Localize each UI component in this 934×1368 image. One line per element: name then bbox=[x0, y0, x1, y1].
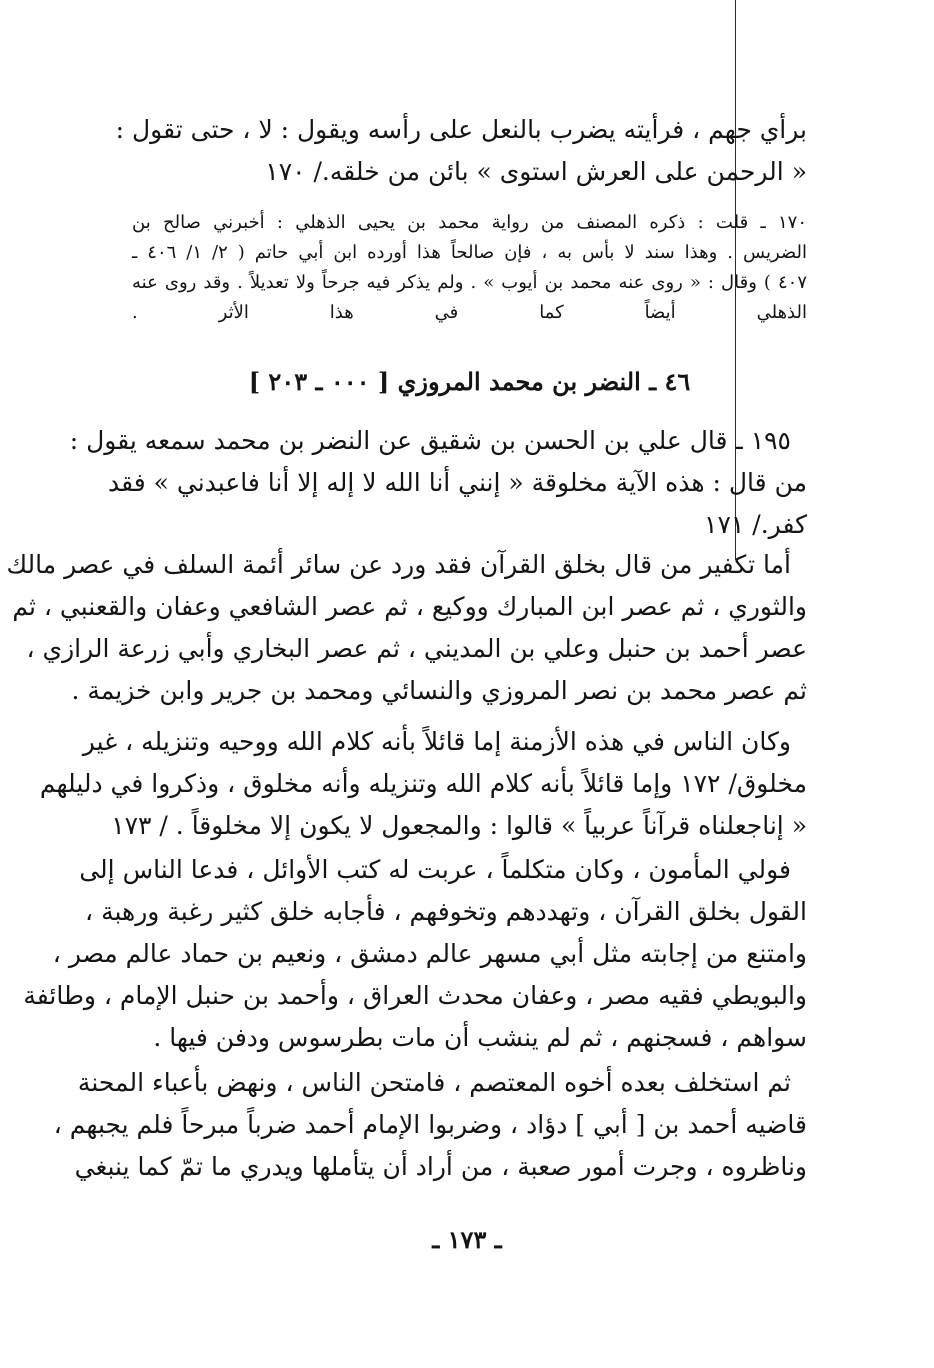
text-line: القول بخلق القرآن ، وتهددهم وتخوفهم ، فأجابه خلق كثير رغبة ورهبة ، bbox=[85, 897, 807, 926]
text-line: فولي المأمون ، وكان متكلماً ، عربت له كتب الأوائل ، فدعا الناس إلى bbox=[79, 855, 791, 884]
text-line: أما تكفير من قال بخلق القرآن فقد ورد عن سائر أئمة السلف في عصر مالك bbox=[6, 550, 791, 579]
paragraph-mutasim bbox=[53, 1064, 807, 1186]
text-line: عصر أحمد بن حنبل وعلي بن المديني ، ثم عصر البخاري وأبي زرعة الرازي ، bbox=[26, 634, 807, 663]
text-line: « إناجعلناه قرآناً عربياً » قالوا : والمجعول لا يكون إلا مخلوقاً . / ١٧٣ bbox=[111, 811, 807, 840]
footnote-170 bbox=[132, 208, 807, 328]
footnote-line: ٤٠٧ ) وقال : « روى عنه محمد بن أيوب » . ولم يذكر فيه جرحاً ولا تعديلاً . وقد روى عنه bbox=[132, 272, 807, 293]
page-number: ـ ١٧٣ ـ bbox=[432, 1225, 502, 1254]
text-line: ثم استخلف بعده أخوه المعتصم ، فامتحن الناس ، ونهض بأعباء المحنة bbox=[77, 1068, 791, 1097]
intro-passage bbox=[115, 111, 807, 191]
text-line: والثوري ، ثم عصر ابن المبارك ووكيع ، ثم عصر الشافعي وعفان والقعنبي ، ثم bbox=[12, 592, 807, 621]
text-line: والبويطي فقيه مصر ، وعفان محدث العراق ، وأحمد بن حنبل الإمام ، وطائفة bbox=[23, 981, 807, 1010]
text-line: من قال : هذه الآية مخلوقة « إنني أنا الله لا إله إلا أنا فاعبدني » فقد bbox=[107, 468, 807, 497]
narration-195 bbox=[69, 422, 807, 544]
text-line: ثم عصر محمد بن نصر المروزي والنسائي ومحمد بن جرير وابن خزيمة . bbox=[71, 676, 807, 705]
paragraph-takfir bbox=[6, 546, 807, 710]
text-line: سواهم ، فسجنهم ، ثم لم ينشب أن مات بطرسوس ودفن فيها . bbox=[153, 1023, 807, 1052]
section-heading: ٤٦ ـ النضر بن محمد المروزي [ ٠٠٠ ـ ٢٠٣ ] bbox=[248, 367, 691, 396]
text-line: كفر./ ١٧١ bbox=[704, 510, 807, 539]
footnote-line: الضريس . وهذا سند لا بأس به ، فإن صالحاً هذا أورده ابن أبي حاتم ( ٢/ ١/ ٤٠٦ ـ bbox=[132, 242, 807, 263]
paragraph-people bbox=[39, 723, 807, 845]
footnote-line: الذهلي أيضاً كما في هذا الأثر . bbox=[132, 302, 807, 323]
text-line: « الرحمن على العرش استوى » بائن من خلقه./ ١٧٠ bbox=[265, 157, 807, 186]
footnote-line: ١٧٠ ـ قلت : ذكره المصنف من رواية محمد بن يحيى الذهلي : أخبرني صالح بن bbox=[132, 212, 807, 233]
text-line: وناظروه ، وجرت أمور صعبة ، من أراد أن يتأملها ويدري ما تمّ كما ينبغي bbox=[74, 1152, 807, 1181]
text-line: وكان الناس في هذه الأزمنة إما قائلاً بأنه كلام الله ووحيه وتنزيله ، غير bbox=[82, 727, 791, 756]
text-line: قاضيه أحمد بن [ أبي ] دؤاد ، وضربوا الإمام أحمد ضرباً مبرحاً فلم يجبهم ، bbox=[53, 1110, 807, 1139]
paragraph-mamun bbox=[23, 851, 807, 1057]
text-line: مخلوق/ ١٧٢ وإما قائلاً بأنه كلام الله وتنزيله وأنه مخلوق ، وذكروا في دليلهم bbox=[39, 769, 807, 798]
text-line: برأي جهم ، فرأيته يضرب بالنعل على رأسه ويقول : لا ، حتى تقول : bbox=[115, 115, 807, 144]
text-line: ١٩٥ ـ قال علي بن الحسن بن شقيق عن النضر بن محمد سمعه يقول : bbox=[69, 426, 791, 455]
text-line: وامتنع من إجابته مثل أبي مسهر عالم دمشق ، ونعيم بن حماد عالم مصر ، bbox=[52, 939, 807, 968]
